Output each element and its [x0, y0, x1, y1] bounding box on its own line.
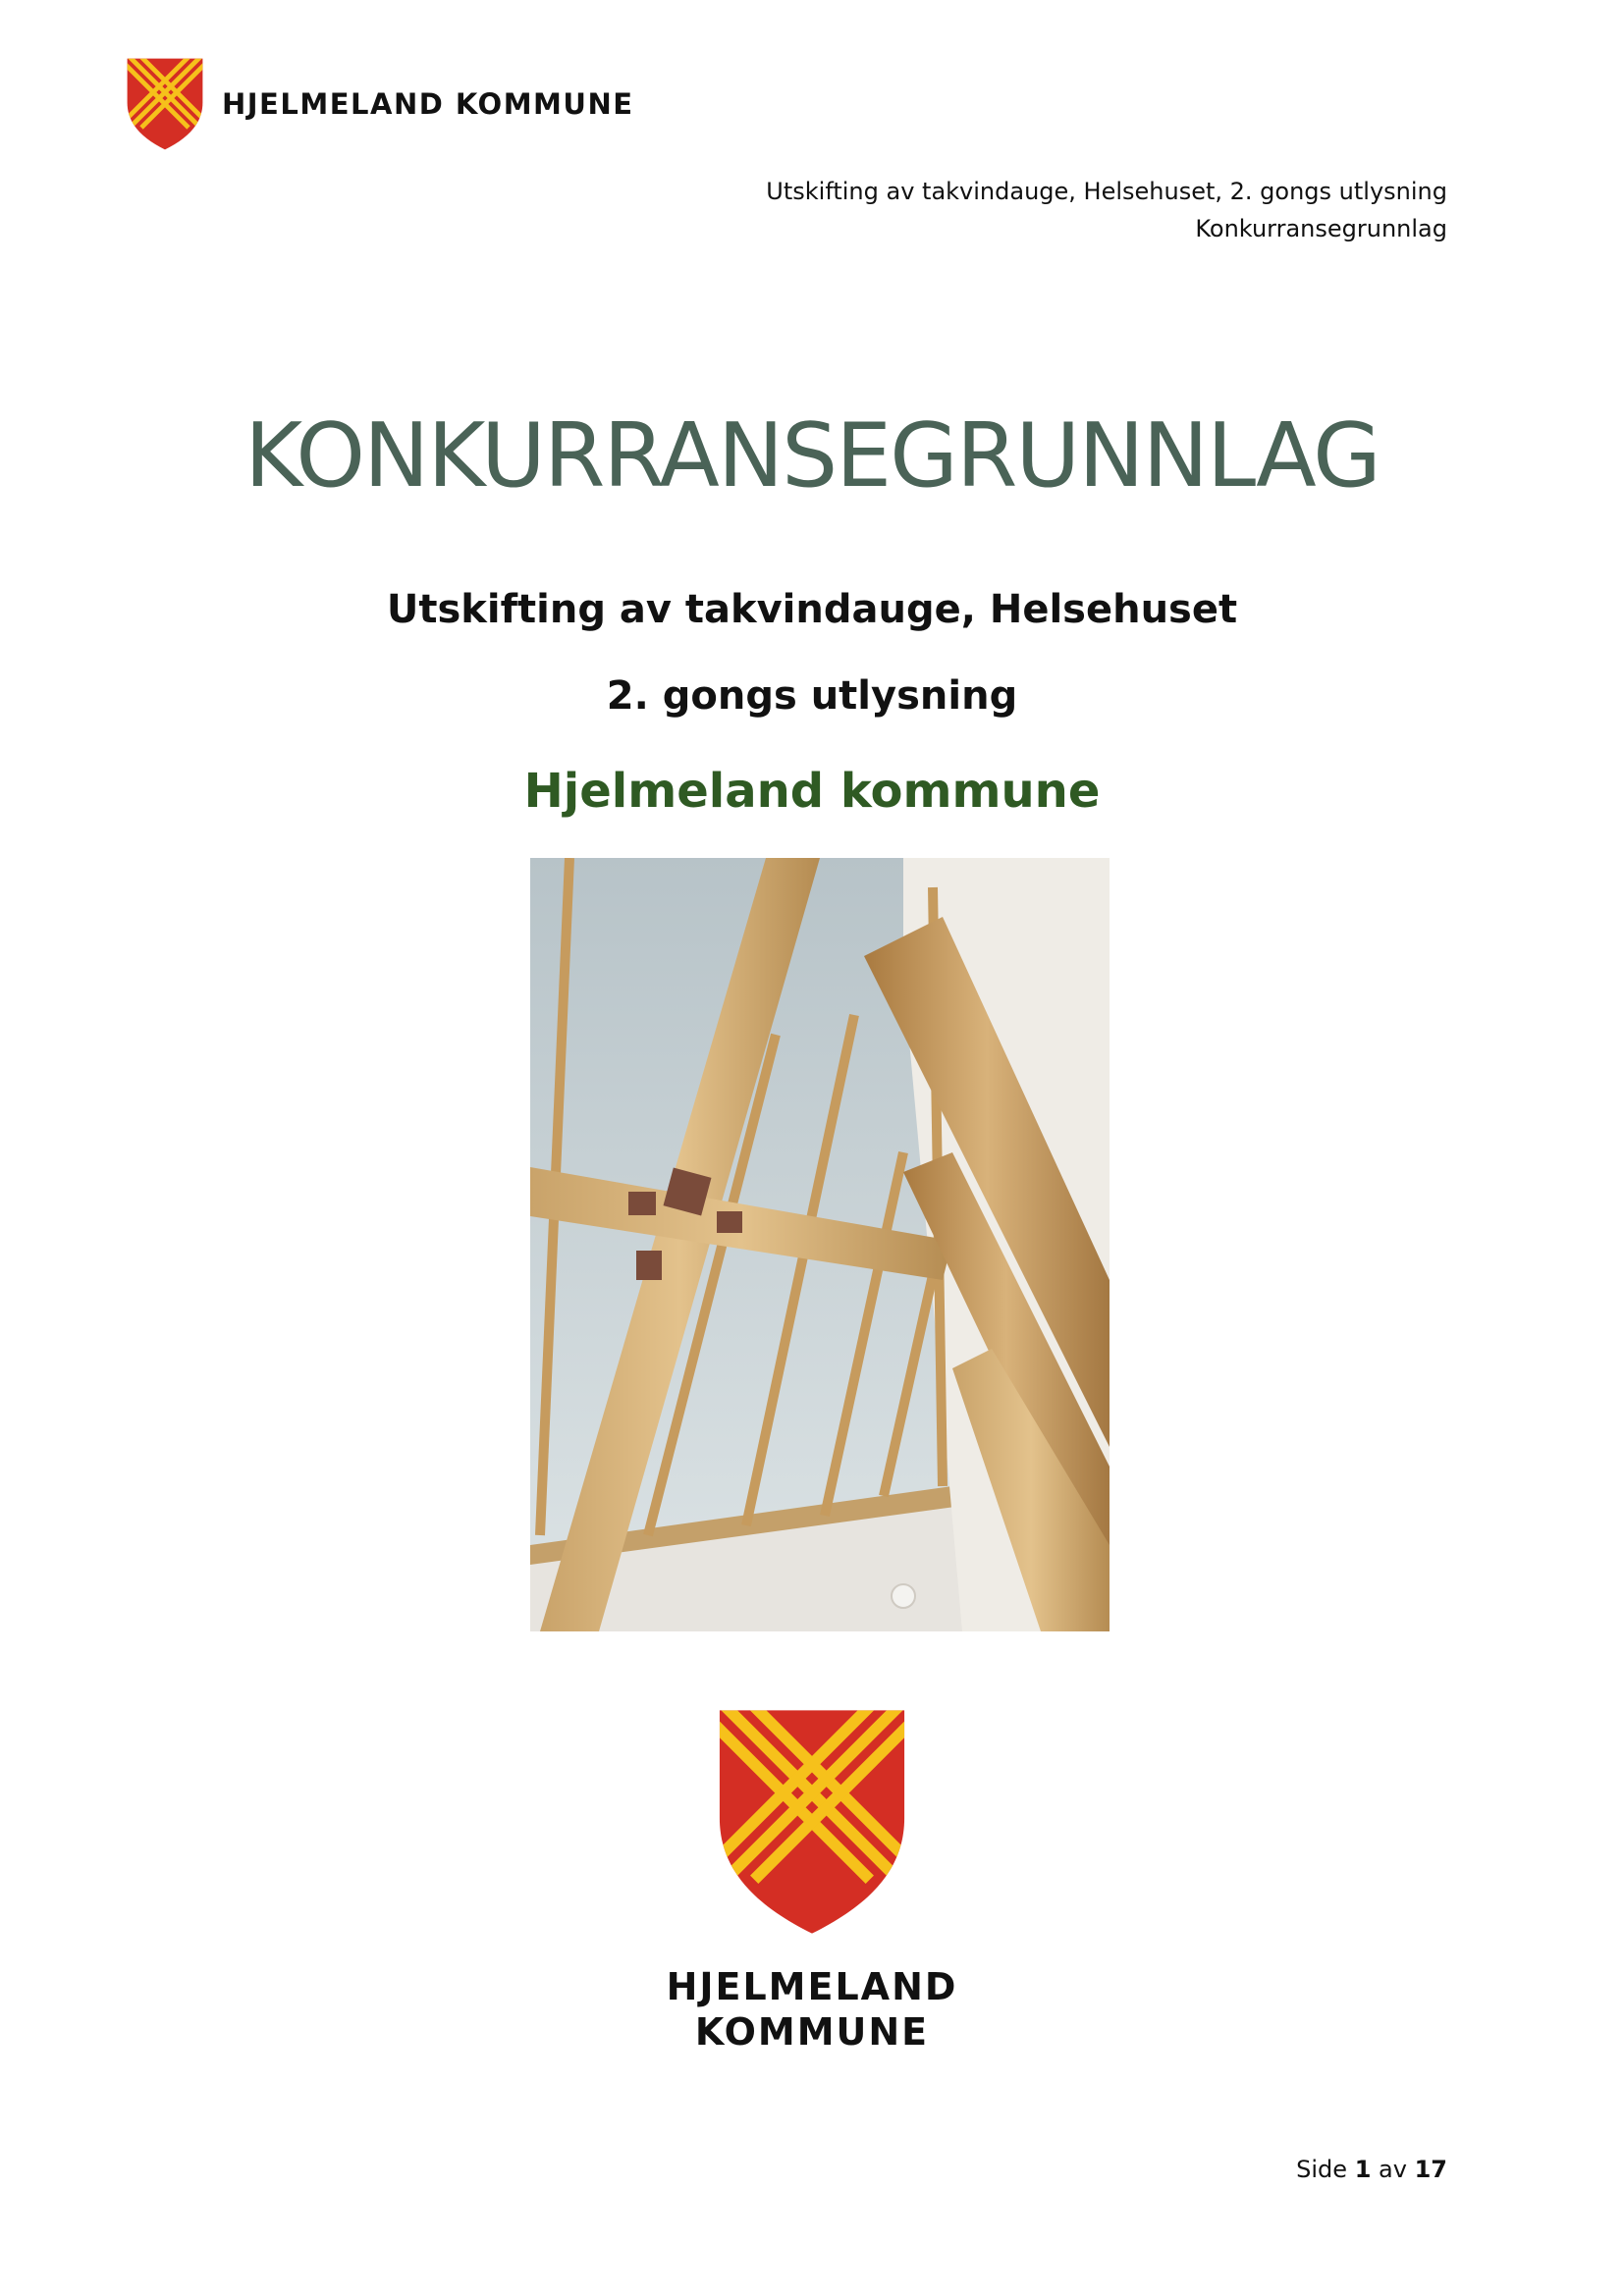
header-line-1: Utskifting av takvindauge, Helsehuset, 2. gongs utlysning	[766, 178, 1447, 205]
document-title: KONKURRANSEGRUNNLAG	[244, 404, 1380, 507]
coat-of-arms-icon	[126, 57, 204, 151]
skylight-photo	[530, 858, 1110, 1631]
coat-of-arms-icon	[716, 1706, 908, 1938]
page-prefix: Side	[1296, 2156, 1348, 2183]
total-pages: 17	[1414, 2156, 1447, 2183]
current-page: 1	[1354, 2156, 1372, 2183]
page-separator: av	[1379, 2156, 1407, 2183]
organization-name: Hjelmeland kommune	[523, 764, 1101, 819]
project-subtitle: Utskifting av takvindauge, Helsehuset	[386, 587, 1238, 632]
page-number	[1296, 2156, 1447, 2183]
footer-logo	[0, 1706, 1624, 2055]
header-logo	[126, 57, 634, 151]
brand-name: HJELMELAND KOMMUNE	[222, 87, 634, 121]
brand-line-2: KOMMUNE	[694, 2010, 930, 2054]
announcement-subtitle: 2. gongs utlysning	[606, 673, 1018, 719]
document-header	[766, 173, 1447, 247]
header-line-2: Konkurransegrunnlag	[1195, 215, 1447, 242]
brand-line-1: HJELMELAND	[666, 1965, 958, 2008]
